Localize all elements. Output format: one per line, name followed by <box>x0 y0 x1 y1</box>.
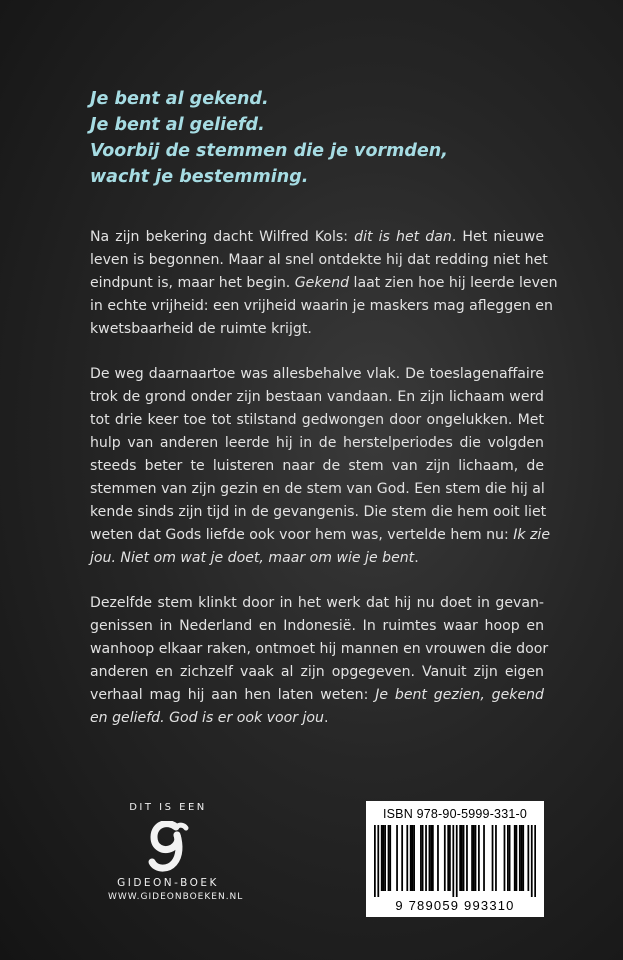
text: anderen en zichzelf vaak al zijn opgegeven. Vanuit zijn eigen <box>90 664 544 680</box>
text: laat zien hoe hij leerde leven <box>349 275 558 291</box>
barcode-bar <box>389 825 391 891</box>
text: wanhoop elkaar raken, ontmoet hij mannen en vrouwen die door <box>90 641 549 657</box>
text-line <box>90 478 544 501</box>
text: eindpunt is, maar het begin. <box>90 275 295 291</box>
barcode-bar <box>412 825 414 891</box>
barcode-bar <box>388 825 390 891</box>
text-line <box>90 363 544 386</box>
text: . <box>323 710 329 726</box>
text-line <box>90 432 544 455</box>
paragraph <box>90 226 558 341</box>
text-line <box>90 615 544 638</box>
tagline <box>90 86 550 190</box>
italic-text: en geliefd. God is er ook voor jou <box>90 710 324 726</box>
text-line <box>90 524 551 547</box>
text: verhaal mag hij aan hen laten weten: <box>90 687 376 703</box>
text-line <box>90 272 558 295</box>
barcode-bar <box>531 825 533 897</box>
text: hulp van anderen leerde hij in de herstelperiodes die volgden <box>90 435 544 451</box>
text: steeds beter te luisteren naar de stem van zijn lichaam, de <box>90 458 544 474</box>
text: leven is begonnen. Maar al snel ontdekte hij dat redding niet het <box>90 252 548 268</box>
text-line <box>90 684 544 707</box>
text: De weg daarnaartoe was allesbehalve vlak. De toeslagenaffaire <box>90 366 544 382</box>
barcode-bar <box>430 825 432 891</box>
text: stemmen van zijn gezin en de stem van God. Een stem die hij al <box>90 481 545 497</box>
barcode-bar <box>384 825 386 891</box>
isbn-number: ISBN 978-90-5999-331-0 <box>382 807 528 821</box>
text-line <box>90 318 544 341</box>
barcode-bar <box>377 825 379 897</box>
barcode-bar <box>475 825 477 891</box>
italic-text: Gekend <box>294 275 350 291</box>
barcode-bar <box>456 825 458 897</box>
barcode-bar <box>429 825 431 891</box>
barcode-bar <box>406 825 408 891</box>
barcode-bar <box>447 825 449 891</box>
barcode-bar <box>527 825 529 891</box>
italic-text: jou. Niet om wat je doet, maar om wie je bent <box>90 550 415 566</box>
publisher-logo <box>108 802 244 902</box>
barcode-bar <box>452 825 454 897</box>
barcode-bar <box>449 825 451 891</box>
barcode-bar <box>483 825 485 891</box>
text: . <box>414 550 419 566</box>
text-line <box>90 661 544 684</box>
barcode-bar <box>432 825 434 891</box>
barcode-bar <box>374 825 376 897</box>
tagline-line-3: Voorbij de stemmen die je vormden, <box>90 141 448 161</box>
barcode-bar <box>461 825 463 891</box>
barcode-bar <box>514 825 516 891</box>
barcode-bars <box>374 825 536 897</box>
text-line <box>90 409 544 432</box>
text-line <box>90 592 544 615</box>
text-line <box>90 295 553 318</box>
italic-text: Je bent gezien, gekend <box>375 687 544 703</box>
barcode-bar <box>495 825 497 891</box>
text: Na zijn bekering dacht Wilfred Kols: <box>90 229 355 245</box>
barcode-bar <box>521 825 523 891</box>
barcode-bar <box>444 825 446 891</box>
tagline-line-2: Je bent al geliefd. <box>90 115 265 135</box>
text-line <box>90 707 544 730</box>
barcode-bar <box>507 825 509 891</box>
barcode-bar <box>437 825 439 891</box>
text: tot drie keer toe tot stilstand gedwongen door ongelukken. Met <box>90 412 544 428</box>
text-line <box>90 386 544 409</box>
italic-text: Ik zie <box>513 527 551 543</box>
isbn-barcode <box>366 801 544 917</box>
tagline-line-1: Je bent al gekend. <box>90 89 269 109</box>
ean-number: 9 789059 993310 <box>395 898 515 913</box>
tagline-line-4: wacht je bestemming. <box>90 167 309 187</box>
barcode-bar <box>422 825 424 891</box>
barcode-bar <box>459 825 461 891</box>
barcode-bar <box>396 825 398 891</box>
paragraph <box>90 363 551 570</box>
text: kende sinds zijn tijd in de gevangenis. Die stem die hem ooit liet <box>90 504 547 520</box>
barcode-bar <box>516 825 518 891</box>
barcode-bar <box>410 825 412 891</box>
text-line <box>90 249 548 272</box>
barcode-bar <box>466 825 468 891</box>
text-line <box>90 638 549 661</box>
text: genissen in Nederland en Indonesië. In ruimtes waar hoop en <box>90 618 544 634</box>
barcode-bar <box>413 825 415 891</box>
logo-name: GIDEON-BOEK <box>117 877 219 889</box>
paragraph <box>90 592 549 730</box>
barcode-bar <box>504 825 506 891</box>
text: trok de grond onder zijn bestaan vandaan. En zijn lichaam werd <box>90 389 544 405</box>
text: weten dat Gods liefde ook voor hem was, vertelde hem nu: <box>90 527 514 543</box>
barcode-bar <box>383 825 385 891</box>
barcode-bar <box>420 825 422 891</box>
text: in echte vrijheid: een vrijheid waarin je maskers mag afleggen en <box>90 298 553 314</box>
barcode-bar <box>473 825 475 891</box>
text-line <box>90 455 544 478</box>
barcode-bar <box>381 825 383 891</box>
barcode-bar <box>401 825 403 891</box>
gideon-g-logo-icon <box>146 821 190 873</box>
text: . Het nieuwe <box>451 229 544 245</box>
barcode-bar <box>425 825 427 891</box>
barcode-bar <box>478 825 480 891</box>
barcode-bar <box>519 825 521 891</box>
text: Dezelfde stem klinkt door in het werk dat hij nu doet in gevan- <box>90 595 544 611</box>
blurb-text <box>90 226 558 752</box>
text-line <box>90 501 547 524</box>
barcode-bar <box>471 825 473 891</box>
text-line <box>90 547 544 570</box>
text: kwetsbaarheid de ruimte krijgt. <box>90 321 312 337</box>
logo-top-text: DIT IS EEN <box>129 802 207 813</box>
logo-url: WWW.GIDEONBOEKEN.NL <box>108 892 244 902</box>
barcode-bar <box>534 825 536 897</box>
italic-text: dit is het dan <box>354 229 452 245</box>
barcode-bar <box>509 825 511 891</box>
barcode-bar <box>492 825 494 891</box>
text-line <box>90 226 544 249</box>
barcode-bar <box>463 825 465 891</box>
barcode-bar <box>522 825 524 891</box>
